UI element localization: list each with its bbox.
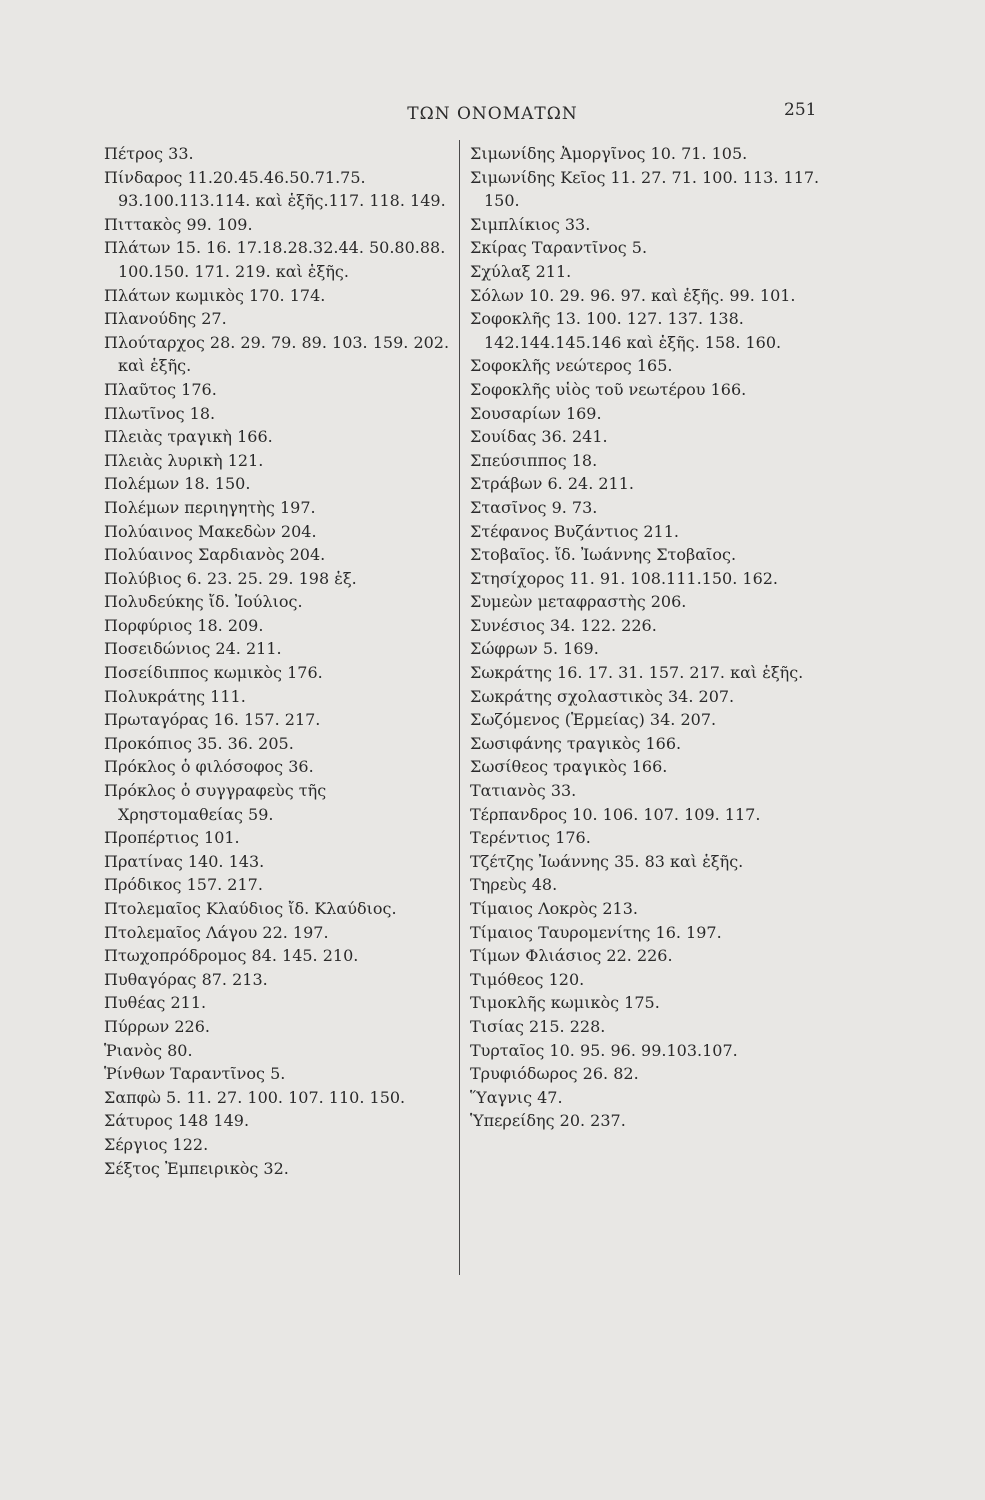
- index-entry: Σοφοκλῆς υἱὸς τοῦ νεωτέρου 166.: [470, 379, 747, 399]
- index-entry: Σέξτος Ἐμπειρικὸς 32.: [104, 1158, 289, 1178]
- index-entry: Πλειὰς τραγικὴ 166.: [104, 427, 273, 447]
- index-entry: Τυρταῖος 10. 95. 96. 99.103.107.: [470, 1040, 738, 1060]
- index-entry: Σέργιος 122.: [104, 1134, 209, 1154]
- index-entry: Τατιανὸς 33.: [470, 781, 577, 801]
- index-entry: Τίμαιος Ταυρομενίτης 16. 197.: [470, 922, 722, 942]
- index-entry: Σωζόμενος (Ἑρμείας) 34. 207.: [470, 710, 717, 730]
- index-entry: Πλάτων 15. 16. 17.18.28.32.44. 50.80.88. 100.150. 171. 219. καὶ ἑξῆς.: [104, 238, 446, 281]
- index-entry: Στασῖνος 9. 73.: [470, 497, 598, 517]
- index-entry: Τίμων Φλιάσιος 22. 226.: [470, 946, 673, 966]
- index-entry: Ῥιανὸς 80.: [104, 1040, 193, 1060]
- index-entry: Πλωτῖνος 18.: [104, 403, 216, 423]
- index-entry: Πλειὰς λυρικὴ 121.: [104, 450, 264, 470]
- index-entry: Πλαῦτος 176.: [104, 379, 217, 399]
- column-divider: [459, 140, 460, 1275]
- index-entry: Σουίδας 36. 241.: [470, 427, 608, 447]
- index-entry: Σοφοκλῆς νεώτερος 165.: [470, 356, 673, 376]
- index-entry: Πολύβιος 6. 23. 25. 29. 198 ἑξ.: [104, 568, 357, 588]
- index-entry: Ποσείδιππος κωμικὸς 176.: [104, 663, 323, 683]
- index-entry: Ὕαγνις 47.: [470, 1087, 563, 1107]
- index-entry: Σιμωνίδης Κεῖος 11. 27. 71. 100. 113. 117. 150.: [470, 167, 820, 211]
- index-entry: Σαπφὼ 5. 11. 27. 100. 107. 110. 150.: [104, 1087, 406, 1107]
- index-entry: Πολέμων 18. 150.: [104, 474, 251, 494]
- page-header-title: ΤΩΝ ΟΝΟΜΑΤΩΝ: [407, 104, 578, 124]
- index-entry: Σιμπλίκιος 33.: [470, 214, 591, 234]
- index-entry: Σχύλαξ 211.: [470, 261, 572, 281]
- index-entry: Στοβαῖος. ἴδ. Ἰωάννης Στοβαῖος.: [470, 545, 737, 565]
- index-entry: Πολυδεύκης ἴδ. Ἰούλιος.: [104, 592, 303, 612]
- index-entry: Πορφύριος 18. 209.: [104, 615, 264, 635]
- index-entry: Σόλων 10. 29. 96. 97. καὶ ἑξῆς. 99. 101.: [470, 285, 796, 305]
- index-entry: Πίνδαρος 11.20.45.46.50.71.75. 93.100.113.114. καὶ ἑξῆς.117. 118. 149.: [104, 167, 446, 211]
- index-entry: Ῥίνθων Ταραντῖνος 5.: [104, 1064, 286, 1084]
- index-entry: Πρόκλος ὁ φιλόσοφος 36.: [104, 757, 314, 777]
- index-entry: Στησίχορος 11. 91. 108.111.150. 162.: [470, 568, 779, 588]
- index-entry: Πρόκλος ὁ συγγραφεὺς τῆς Χρηστομαθείας 59.: [104, 781, 327, 824]
- index-entry: Τηρεὺς 48.: [470, 875, 558, 895]
- left-column: [104, 142, 456, 1180]
- index-entry: Ὑπερείδης 20. 237.: [470, 1111, 626, 1131]
- index-entry: Πυθαγόρας 87. 213.: [104, 969, 268, 989]
- page-number: 251: [784, 100, 817, 120]
- index-entry: Στέφανος Βυζάντιος 211.: [470, 521, 679, 541]
- index-entry: Τισίας 215. 228.: [470, 1016, 606, 1036]
- index-entry: Πύρρων 226.: [104, 1016, 210, 1036]
- index-entry: Πτολεμαῖος Κλαύδιος ἴδ. Κλαύδιος.: [104, 899, 397, 918]
- index-entry: Πολύαινος Σαρδιανὸς 204.: [104, 545, 326, 565]
- index-entry: Στράβων 6. 24. 211.: [470, 474, 634, 494]
- index-entry: Σωκράτης 16. 17. 31. 157. 217. καὶ ἑξῆς.: [470, 663, 804, 683]
- index-entry: Σουσαρίων 169.: [470, 403, 602, 423]
- right-column: [470, 142, 822, 1133]
- index-entry: Σιμωνίδης Ἀμοργῖνος 10. 71. 105.: [470, 144, 748, 163]
- index-entry: Συμεὼν μεταφραστὴς 206.: [470, 592, 687, 612]
- index-entry: Συνέσιος 34. 122. 226.: [470, 615, 657, 635]
- index-entry: Τερέντιος 176.: [470, 828, 591, 848]
- index-entry: Πλανούδης 27.: [104, 309, 227, 329]
- index-entry: Πρατίνας 140. 143.: [104, 851, 265, 871]
- index-entry: Σκίρας Ταραντῖνος 5.: [470, 238, 648, 258]
- index-entry: Πτωχοπρόδρομος 84. 145. 210.: [104, 946, 359, 966]
- index-entry: Πρωταγόρας 16. 157. 217.: [104, 710, 321, 730]
- index-entry: Πτολεμαῖος Λάγου 22. 197.: [104, 922, 329, 942]
- index-entry: Πέτρος 33.: [104, 144, 194, 163]
- index-entry: Σωκράτης σχολαστικὸς 34. 207.: [470, 686, 735, 706]
- index-entry: Ποσειδώνιος 24. 211.: [104, 639, 282, 659]
- index-entry: Σώφρων 5. 169.: [470, 639, 599, 659]
- index-entry: Τιμόθεος 120.: [470, 969, 585, 989]
- index-entry: Σπεύσιππος 18.: [470, 450, 598, 470]
- index-entry: Τζέτζης Ἰωάννης 35. 83 καὶ ἑξῆς.: [470, 851, 744, 871]
- index-entry: Πυθέας 211.: [104, 993, 207, 1013]
- index-entry: Προπέρτιος 101.: [104, 828, 240, 848]
- index-entry: Σωσιφάνης τραγικὸς 166.: [470, 733, 682, 753]
- index-entry: Πιττακὸς 99. 109.: [104, 214, 253, 234]
- index-entry: Τιμοκλῆς κωμικὸς 175.: [470, 993, 660, 1013]
- index-entry: Πολέμων περιηγητὴς 197.: [104, 497, 316, 517]
- index-entry: Πολύαινος Μακεδὼν 204.: [104, 521, 317, 541]
- index-entry: Τίμαιος Λοκρὸς 213.: [470, 899, 638, 918]
- index-entry: Πρόδικος 157. 217.: [104, 875, 263, 895]
- index-entry: Τρυφιόδωρος 26. 82.: [470, 1064, 639, 1084]
- index-entry: Τέρπανδρος 10. 106. 107. 109. 117.: [470, 804, 761, 824]
- index-entry: Πλούταρχος 28. 29. 79. 89. 103. 159. 202. καὶ ἑξῆς.: [104, 332, 450, 376]
- index-entry: Σωσίθεος τραγικὸς 166.: [470, 757, 668, 777]
- index-entry: Προκόπιος 35. 36. 205.: [104, 733, 294, 753]
- index-entry: Σάτυρος 148 149.: [104, 1111, 250, 1131]
- index-entry: Πλάτων κωμικὸς 170. 174.: [104, 285, 326, 305]
- index-entry: Πολυκράτης 111.: [104, 686, 246, 706]
- index-entry: Σοφοκλῆς 13. 100. 127. 137. 138. 142.144.145.146 καὶ ἑξῆς. 158. 160.: [470, 309, 782, 352]
